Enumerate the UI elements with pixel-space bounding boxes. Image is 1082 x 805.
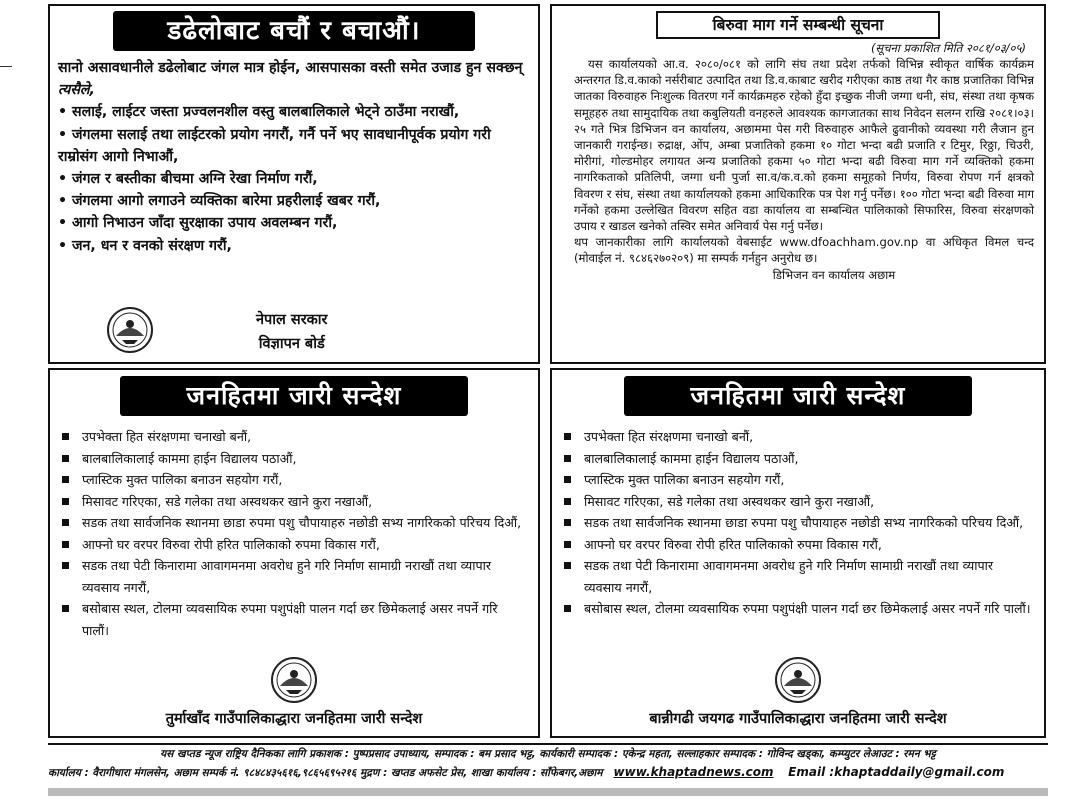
- list-item: प्लास्टिक मुक्त पालिका बनाउन सहयोग गरौं,: [564, 469, 1034, 491]
- public-message-right: [550, 368, 1046, 738]
- list-item: मिसावट गरिएका, सडे गलेका तथा अस्वथकर खाने कुरा नखाऔं,: [62, 491, 528, 513]
- municipality-footer: बान्नीगढी जयगढ गाउँपालिकाद्धारा जनहितमा जारी सन्देश: [649, 711, 947, 727]
- seedling-notice: [550, 4, 1046, 364]
- message-list: [552, 426, 1044, 620]
- list-item: सडक तथा सार्वजनिक स्थानमा छाडा रुपमा पशु चौपायाहरु नछोडी सभ्य नागरिकको परिचय दिऔं,: [564, 512, 1034, 534]
- municipality-footer: तुर्माखाँद गाउँपालिकाद्धारा जनहितमा जारी सन्देश: [165, 711, 423, 727]
- notice-paragraph: थप जानकारीका लागि कार्यालयको वेबसाईट www.dfoachham.gov.np वा अधिकृत विमल चन्द (मोवाईल नं. ९८४६२७०२०९) मा सम्पर्क गर्नहुन अनुरोध छ।: [574, 235, 1034, 266]
- list-item: उपभेक्ता हित संरक्षणमा चनाखो बनौं,: [564, 426, 1034, 448]
- seedling-notice-title: बिरुवा माग गर्ने सम्बन्धी सूचना: [656, 11, 940, 39]
- forest-fire-body: [50, 51, 538, 257]
- forest-fire-ad: [48, 4, 540, 364]
- public-message-left: [48, 368, 540, 738]
- imprint-address: कार्यालय : वैरागीधारा मंगलसेन, अछाम सम्पर्क नं. ९८४८४३५६१६,९८६५६९५२१६ मुद्रण : खप्तड अफसेट प्रेस, शाखा कार्यालय : साँफेबगर,अछाम: [48, 767, 603, 779]
- forest-fire-line: • आगो निभाउन जाँदा सुरक्षाका उपाय अवलम्बन गरौं,: [58, 215, 338, 232]
- forest-fire-line: • जन, धन र वनको संरक्षण गरौं,: [58, 237, 232, 254]
- list-item: बसोबास स्थल, टोलमा व्यवसायिक रुपमा पशुपंक्षी पालन गर्दा छर छिमेकलाई असर नपर्ने गरि पालौं।: [564, 598, 1034, 620]
- list-item: उपभेक्ता हित संरक्षणमा चनाखो बनौं,: [62, 426, 528, 448]
- forest-fire-line: सानो असावधानीले डढेलोबाट जंगल मात्र होईन, आसपासका वस्ती समेत उजाड हुन सक्छन्: [58, 60, 523, 76]
- imprint-rule: [48, 743, 1048, 745]
- notice-signature: डिभिजन वन कार्यालय अछाम: [772, 267, 896, 282]
- list-item: बालबालिकालाई काममा हाईन विद्यालय पठाऔं,: [62, 448, 528, 470]
- forest-fire-heading: डढेलोबाट बचौं र बचाऔं।: [113, 11, 475, 51]
- publish-date: (सूचना प्रकाशित मिति २०८१/०३/०५): [870, 41, 1026, 55]
- email-link[interactable]: Email :khaptaddaily@gmail.com: [788, 765, 1005, 779]
- website-link[interactable]: www.khaptadnews.com: [613, 765, 774, 779]
- government-emblem-icon: [270, 656, 318, 704]
- edge-mark: [0, 66, 12, 67]
- list-item: मिसावट गरिएका, सडे गलेका तथा अस्वथकर खाने कुरा नखाऔं,: [564, 491, 1034, 513]
- forest-fire-line: • जंगल र बस्तीका बीचमा अग्नि रेखा निर्माण गरौं,: [58, 171, 318, 188]
- imprint-line-2: [48, 765, 1048, 780]
- list-item: आफ्नो घर वरपर विरुवा रोपी हरित पालिकाको रुपमा विकास गरौं,: [564, 534, 1034, 556]
- list-item: सडक तथा पेटी किनारामा आवागमनमा अवरोध हुने गरि निर्माण सामाग्री नराखौं तथा व्यापार व्यवसाय नगरौं,: [62, 555, 528, 598]
- notice-paragraph: यस कार्यालयको आ.व. २०८०/०८१ को लागि संघ तथा प्रदेश तर्फको विभिन्न स्वीकृत वार्षिक कार्यक्रम अन्तरगत डि.व.काको नर्सरीबाट उत्पादित तथा डि.व.काबाट खरीद गरीएका काष्ठ तथा गैर काष्ठ प्रजातिका विभिन्न जातका विरुवाहरु निःशुल्क वितरण गर्ने कार्यक्रमहरु रहेको हुँदा इच्छुक नीजी जग्गा धनी, संघ, संस्था तथा कृषक समूहहरु तथा सामुदायिक तथा कबुलियती वनहरुले आवश्यक कागजातका साथ निवेदन सलग्न राखि २०८१।०३।२५ गते भित्र डिभिजन वन कार्यालय, अछाममा पेस गरी विरुवाहरु आफैले ढुवानीको व्यवस्था गरी लैजान हुन जानकारी गराईन्छ। रुद्राक्ष, ओंप, अम्बा प्रजातिको हकमा १० गोटा भन्दा बढी प्रजाति र टिमुर, रिठ्ठा, चिउरी, मोरीगां, गोल्डमोहर लगायत अन्य प्रजातिको हकमा ५० गोटा भन्दा बढी विरुवा माग गर्ने व्यक्तिको हकमा नागरिकताको प्रतिलिपी, जग्गा धनी पुर्जा सा.व/क.व.को हकमा समूहको निर्णय, विरुवा रोपण गर्न क्षत्रको विवरण र संघ, संस्था तथा कार्यालयको हकमा आधिकारिक पत्र पेश गर्नु पर्नेछ। १०० गोटा भन्दा बढी विरुवा माग गर्नेको हकमा उल्लेखित विवरण सहित वडा कार्यालय वा सम्बन्धित पालिकाको सिफारिस, विरुवा संरक्षणको उपाय र खाडल खनेको तस्विर समेत अनिवार्य पेस गर्नु पर्नेछ।: [574, 57, 1034, 234]
- message-list: [50, 426, 538, 641]
- list-item: प्लास्टिक मुक्त पालिका बनाउन सहयोग गरौं,: [62, 469, 528, 491]
- list-item: सडक तथा सार्वजनिक स्थानमा छाडा रुपमा पशु चौपायाहरु नछोडी सभ्य नागरिकको परिचय दिऔं,: [62, 512, 528, 534]
- list-item: सडक तथा पेटी किनारामा आवागमनमा अवरोध हुने गरि निर्माण सामाग्री नराखौं तथा व्यापार व्यवसाय नगरौं,: [564, 555, 1034, 598]
- government-emblem-icon: [774, 656, 822, 704]
- signature-text: [256, 308, 327, 356]
- signature-line: नेपाल सरकार: [256, 312, 328, 328]
- forest-fire-line: • जंगलमा आगो लगाउने व्यक्तिका बारेमा प्रहरीलाई खबर गरौं,: [58, 193, 381, 210]
- forest-fire-line: त्यसैले,: [58, 82, 95, 99]
- list-item: बसोबास स्थल, टोलमा व्यवसायिक रुपमा पशुपंक्षी पालन गर्दा छर छिमेकलाई असर नपर्ने गरि पालौं।: [62, 598, 528, 641]
- seedling-notice-body: [552, 56, 1044, 283]
- list-item: बालबालिकालाई काममा हाईन विद्यालय पठाऔं,: [564, 448, 1034, 470]
- signature-line: विज्ञापन बोर्ड: [258, 336, 325, 352]
- public-message-heading: जनहितमा जारी सन्देश: [120, 376, 468, 416]
- list-item: आफ्नो घर वरपर विरुवा रोपी हरित पालिकाको रुपमा विकास गरौं,: [62, 534, 528, 556]
- public-message-heading: जनहितमा जारी सन्देश: [624, 376, 972, 416]
- imprint-line-1: यस खप्तड न्यूज राष्ट्रिय दैनिकका लागि प्रकाशक : पुष्पप्रसाद उपाध्याय, सम्पादक : बम प्रसाद भट्ट, कार्यकारी सम्पादक : एकेन्द्र महता, सल्लाहकार सम्पादक : गोविन्द खड्का, कम्प्युटर लेआउट : रमन भट्ट: [160, 748, 936, 760]
- forest-fire-line: • जंगलमा सलाई तथा लाईटरको प्रयोग नगरौं, गर्नै पर्ने भए सावधानीपूर्वक प्रयोग गरी राम्रोसंग आगो निभाऔं,: [58, 126, 491, 165]
- forest-fire-signature: [106, 306, 530, 360]
- forest-fire-line: • सलाई, लाईटर जस्ता प्रज्वलनशील वस्तु बालबालिकाले भेट्ने ठाउँमा नराखौं,: [58, 104, 460, 121]
- bottom-bar: [48, 788, 1048, 796]
- government-emblem-icon: [106, 306, 154, 354]
